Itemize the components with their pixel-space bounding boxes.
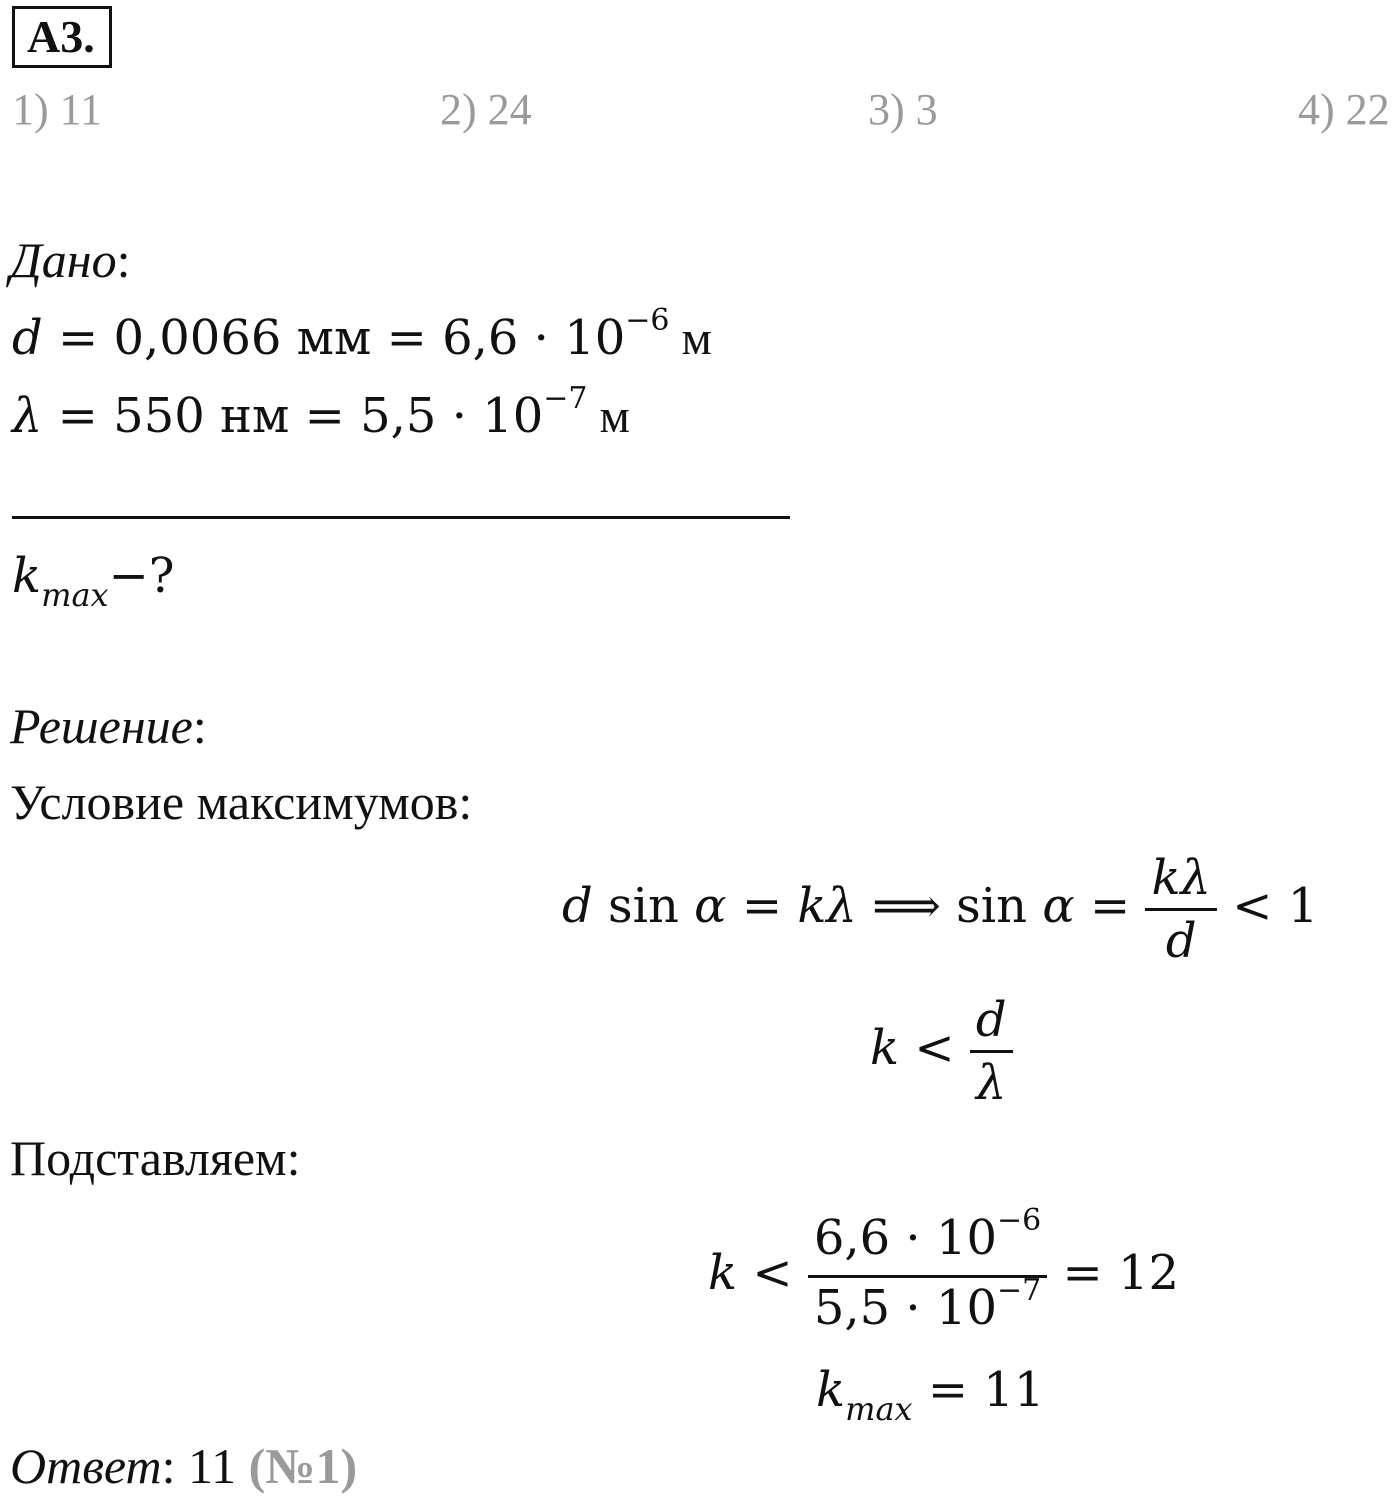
eq1-equals2: = <box>1074 878 1146 934</box>
eq1-frac-den: d <box>1165 913 1197 969</box>
equation-4 <box>816 1360 1045 1428</box>
option-1: 1) 11 <box>12 85 103 134</box>
answer-colon: : <box>161 1438 188 1494</box>
answer-label: Ответ <box>10 1438 162 1494</box>
eq3-den-exp: −7 <box>997 1273 1042 1308</box>
divider-line <box>12 516 790 519</box>
option-3: 3) 3 <box>868 85 938 134</box>
eq1-k-lambda: kλ <box>797 878 857 934</box>
equation-3 <box>708 1203 1180 1345</box>
find-subscript: max <box>41 576 109 614</box>
substitute-text: Подставляем: <box>10 1130 301 1186</box>
eq3-fraction <box>808 1203 1047 1345</box>
eq3-num-exp: −6 <box>997 1203 1042 1238</box>
lambda-unit: м <box>587 390 630 443</box>
d-unit: м <box>669 312 712 365</box>
eq1-sin: sin <box>592 878 695 934</box>
eq4-k: k <box>816 1362 846 1418</box>
eq2-frac-den: λ <box>975 1055 1007 1111</box>
equation-1 <box>562 848 1318 971</box>
answer-value: 11 <box>187 1438 237 1494</box>
d-relation: = 0,0066 мм = 6,6 · 10 <box>42 310 626 366</box>
eq3-num-base: 6,6 · 10 <box>813 1210 998 1266</box>
eq1-implies: ⟹ <box>856 878 957 934</box>
eq3-lt: < <box>737 1245 808 1301</box>
eq3-frac-den <box>808 1273 1047 1345</box>
d-var: d <box>12 310 43 366</box>
lambda-var: λ <box>12 388 43 444</box>
solution-colon: : <box>192 698 207 754</box>
solution-heading <box>10 696 207 756</box>
eq3-den-base: 5,5 · 10 <box>813 1280 998 1336</box>
question-number: А3. <box>12 6 112 68</box>
eq4-result: = 11 <box>912 1362 1045 1418</box>
lambda-exponent: −7 <box>543 381 588 416</box>
d-exponent: −6 <box>625 303 670 338</box>
solution-label: Решение <box>10 698 193 754</box>
answer-line <box>10 1436 357 1496</box>
eq2-lt: < <box>899 1020 970 1076</box>
equation-2 <box>870 990 1013 1113</box>
eq3-frac-num <box>808 1203 1047 1275</box>
eq1-d: d <box>562 878 593 934</box>
given-label: Дано <box>10 232 117 288</box>
lambda-relation: = 550 нм = 5,5 · 10 <box>42 388 544 444</box>
eq1-alpha2: α <box>1042 878 1075 934</box>
answer-reference: (№1) <box>248 1438 358 1494</box>
given-colon: : <box>116 232 131 288</box>
given-lambda-line <box>12 381 630 453</box>
eq2-fraction <box>970 990 1013 1113</box>
eq3-k: k <box>708 1245 738 1301</box>
eq1-sin2: sin <box>956 878 1043 934</box>
find-line <box>12 546 175 614</box>
eq4-subscript: max <box>845 1390 913 1428</box>
eq1-fraction <box>1145 848 1217 971</box>
eq1-tail: < 1 <box>1216 878 1319 934</box>
find-tail: −? <box>108 548 175 604</box>
find-var: k <box>12 548 42 604</box>
given-d-line <box>12 303 712 375</box>
option-4: 4) 22 <box>1298 85 1390 134</box>
eq1-frac-num: kλ <box>1151 850 1211 906</box>
eq1-equals: = <box>726 878 798 934</box>
condition-text: Условие максимумов: <box>10 774 473 830</box>
given-heading <box>10 230 131 290</box>
eq2-k: k <box>870 1020 900 1076</box>
eq2-frac-num: d <box>975 992 1007 1048</box>
option-2: 2) 24 <box>440 85 532 134</box>
eq1-alpha: α <box>694 878 727 934</box>
eq3-result: = 12 <box>1047 1245 1180 1301</box>
